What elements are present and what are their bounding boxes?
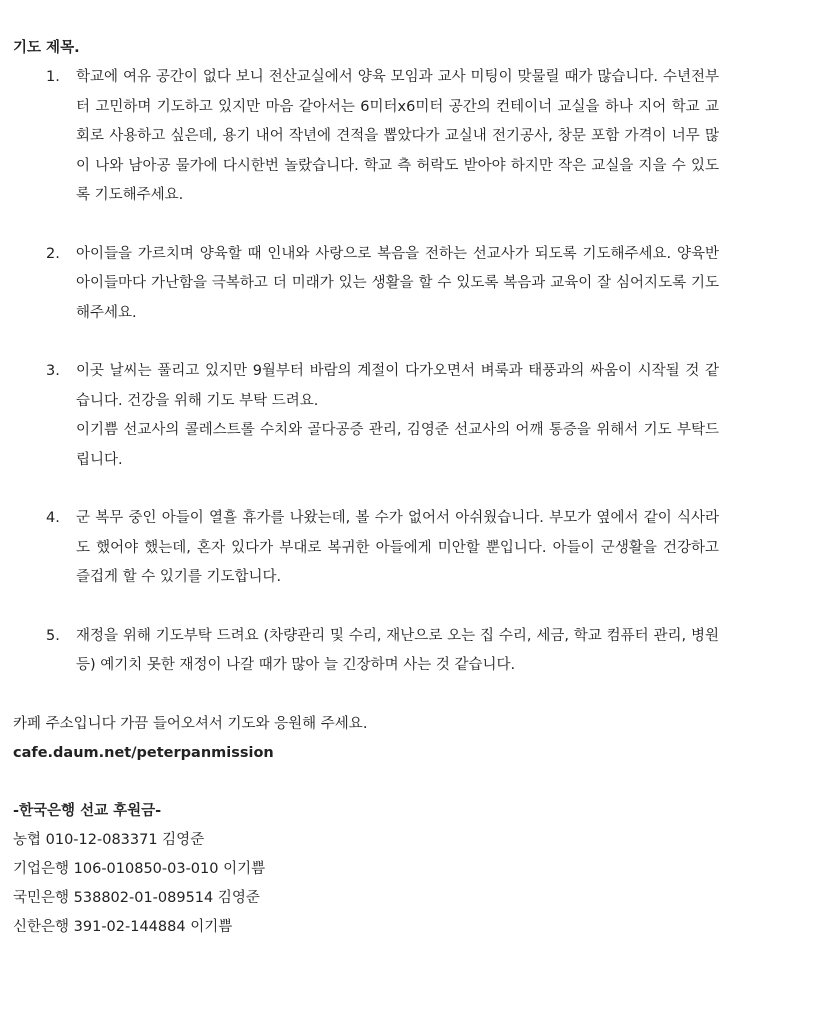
prayer-number: 2. <box>46 245 60 262</box>
prayer-text: 군 복무 중인 아들이 열흘 휴가를 나왔는데, 볼 수가 없어서 아쉬웠습니다. 부모가 옆에서 같이 식사라도 했어야 했는데, 혼자 있다가 부대로 복귀한 아들에게 미안할 뿐입니다. 아들이 군생활을 건강하고 즐겁게 할 수 있기를 기도합니다. <box>76 510 719 585</box>
prayer-number: 3. <box>46 363 60 379</box>
section-spacer <box>13 768 803 797</box>
document-title: 기도 제목. <box>13 40 80 56</box>
prayer-list <box>13 63 803 681</box>
section-spacer <box>13 681 803 710</box>
list-spacer <box>13 593 719 622</box>
document-page <box>13 34 803 942</box>
cafe-url: cafe.daum.net/peterpanmission <box>13 744 274 761</box>
bank-account-row: 신한은행 391-02-144884 이기쁨 <box>13 918 233 935</box>
prayer-item-5 <box>13 622 719 681</box>
bank-account-row: 국민은행 538802-01-089514 김영준 <box>13 889 260 906</box>
prayer-text: 이곳 날씨는 풀리고 있지만 9월부터 바람의 계절이 다가오면서 벼룩과 태풍과의 싸움이 시작될 것 같습니다. 건강을 위해 기도 부탁 드려요. <box>76 363 719 409</box>
bank-account-row: 농협 010-12-083371 김영준 <box>13 831 205 848</box>
list-spacer <box>13 211 719 240</box>
donation-heading: -한국은행 선교 후원금- <box>13 802 162 819</box>
cafe-note: 카페 주소입니다 가끔 들어오셔서 기도와 응원해 주세요. <box>13 715 368 732</box>
prayer-number: 4. <box>46 510 60 526</box>
prayer-text: 학교에 여유 공간이 없다 보니 전산교실에서 양육 모임과 교사 미팅이 맞물릴 때가 많습니다. 수년전부터 고민하며 기도하고 있지만 마음 같아서는 6미터x6미터 공간의 컨테이너 교실을 하나 지어 학교 교회로 사용하고 싶은데, 용기 내어 작년에 견적을 뽑았다가 교실내 전기공사, 창문 포함 가격이 너무 많이 나와 남아공 물가에 다시한번 놀랐습니다. 학교 측 허락도 받아야 하지만 작은 교실을 지을 수 있도록 기도해주세요. <box>76 69 719 203</box>
prayer-text: 재정을 위해 기도부탁 드려요 (차량관리 및 수리, 재난으로 오는 집 수리, 세금, 학교 컴퓨터 관리, 병원등) 예기치 못한 재정이 나갈 때가 많아 늘 긴장하며 사는 것 같습니다. <box>76 627 719 673</box>
prayer-item-2 <box>13 240 719 329</box>
list-spacer <box>13 475 719 504</box>
prayer-item-3 <box>13 357 719 475</box>
prayer-item-4 <box>13 504 719 593</box>
prayer-number: 1. <box>46 69 60 85</box>
list-spacer <box>13 328 719 357</box>
prayer-item-1 <box>13 63 719 211</box>
prayer-text: 아이들을 가르치며 양육할 때 인내와 사랑으로 복음을 전하는 선교사가 되도록 기도해주세요. 양육반 아이들마다 가난함을 극복하고 더 미래가 있는 생활을 할 수 있도록 복음과 교육이 잘 심어지도록 기도해주세요. <box>76 245 719 321</box>
bank-account-row: 기업은행 106-010850-03-010 이기쁨 <box>13 860 266 877</box>
prayer-number: 5. <box>46 627 60 644</box>
prayer-text: 이기쁨 선교사의 콜레스트롤 수치와 골다공증 관리, 김영준 선교사의 어깨 통증을 위해서 기도 부탁드립니다. <box>76 422 719 468</box>
